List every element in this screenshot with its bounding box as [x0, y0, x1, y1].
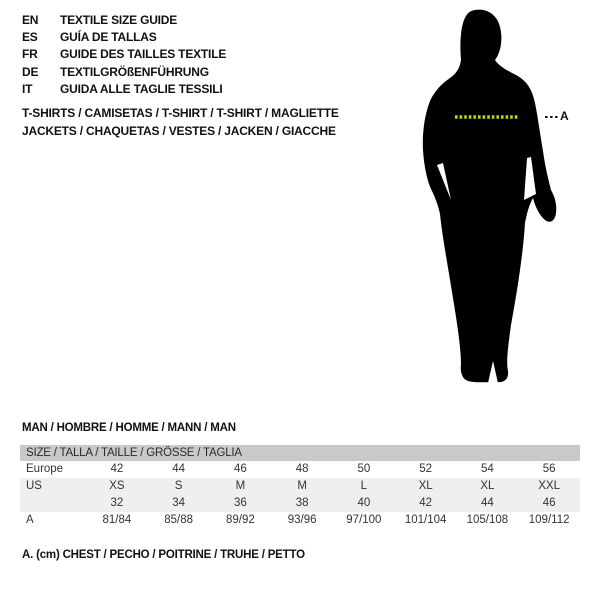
size-cell: 36 [233, 497, 247, 509]
language-title: TEXTILE SIZE GUIDE [60, 12, 178, 27]
language-row [22, 63, 226, 80]
size-cell: 81/84 [102, 514, 132, 526]
size-cell: 52 [419, 463, 433, 475]
size-cell: XS [109, 480, 125, 492]
language-code: FR [22, 47, 38, 62]
row-label: A [26, 514, 34, 526]
size-cell: 40 [357, 497, 371, 509]
size-cell: 32 [110, 497, 124, 509]
size-cell: 101/104 [404, 514, 447, 526]
size-guide-figure [405, 8, 580, 386]
size-cell: 42 [110, 463, 124, 475]
size-cell: S [174, 480, 183, 492]
man-silhouette-svg [405, 8, 580, 386]
language-title: GUIDA ALLE TAGLIE TESSILI [60, 81, 223, 96]
language-code: ES [22, 29, 38, 44]
footnote-chest-measure: A. (cm) CHEST / PECHO / POITRINE / TRUHE / PETTO [22, 549, 305, 561]
garment-categories [22, 104, 339, 141]
size-cell: XL [418, 480, 433, 492]
category-line-tshirts: T-SHIRTS / CAMISETAS / T-SHIRT / T-SHIRT / MAGLIETTE [22, 106, 339, 120]
language-row [22, 11, 226, 28]
size-cell: 105/108 [466, 514, 509, 526]
size-cell: 54 [480, 463, 494, 475]
language-title: TEXTILGRÖßENFÜHRUNG [60, 64, 209, 79]
language-title: GUIDE DES TAILLES TEXTILE [60, 47, 227, 62]
size-cell: 34 [172, 497, 186, 509]
measure-label-a: A [560, 109, 569, 123]
size-cell: M [235, 480, 246, 492]
size-table-header: SIZE / TALLA / TAILLE / GRÖSSE / TAGLIA [20, 445, 580, 461]
size-cell: 97/100 [346, 514, 382, 526]
language-code: IT [22, 81, 33, 96]
row-label: Europe [26, 463, 64, 475]
language-row [22, 46, 226, 63]
size-cell: 44 [480, 497, 494, 509]
size-cell: 89/92 [225, 514, 255, 526]
row-label: US [26, 480, 42, 492]
size-cell: 48 [295, 463, 309, 475]
section-title-man: MAN / HOMBRE / HOMME / MANN / MAN [22, 422, 236, 434]
size-cell: 44 [172, 463, 186, 475]
size-cell: 38 [295, 497, 309, 509]
size-table [20, 445, 580, 529]
language-code: EN [22, 12, 39, 27]
language-title: GUÍA DE TALLAS [60, 29, 157, 44]
size-cell: XXL [538, 480, 560, 492]
category-line-jackets: JACKETS / CHAQUETAS / VESTES / JACKEN / GIACCHE [22, 124, 336, 139]
size-cell: 46 [542, 497, 556, 509]
size-cell: 50 [357, 463, 371, 475]
table-row-numeric [20, 495, 580, 512]
size-cell: 93/96 [287, 514, 317, 526]
size-cell: 56 [542, 463, 556, 475]
size-cell: 42 [419, 497, 433, 509]
size-cell: L [360, 480, 368, 492]
language-list [22, 11, 226, 97]
table-row-us [20, 478, 580, 495]
size-cell: XL [480, 480, 495, 492]
man-silhouette [423, 10, 556, 383]
table-row-europe [20, 461, 580, 478]
language-row [22, 80, 226, 97]
size-cell: M [297, 480, 307, 492]
language-row [22, 28, 226, 45]
table-row-chest-a [20, 512, 580, 529]
row-label [20, 495, 86, 512]
language-code: DE [22, 64, 39, 79]
size-cell: 85/88 [164, 514, 194, 526]
size-cell: 109/112 [528, 514, 570, 526]
size-cell: 46 [233, 463, 247, 475]
